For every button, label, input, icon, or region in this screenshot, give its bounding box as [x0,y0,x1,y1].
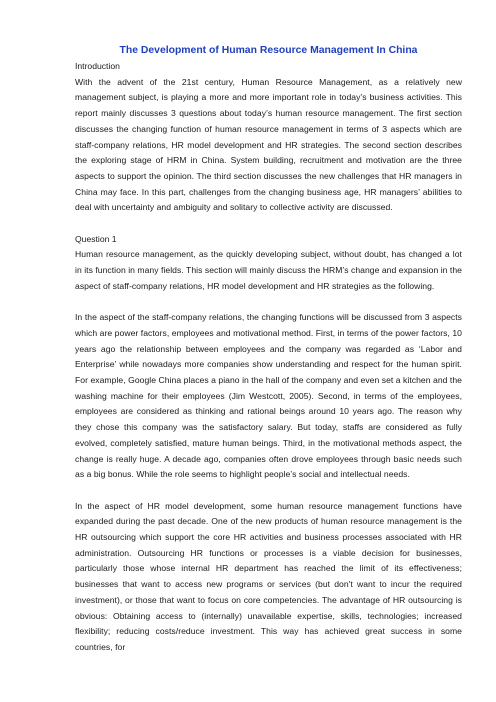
introduction-paragraph: With the advent of the 21st century, Human Resource Management, as a relatively new management subject, is playing a more and more important role in today’s business activities. This report mainly discusses 3 questions about today’s human resource management. The first section discusses the changing function of human resource management in terms of 3 aspects which are staff-company relations, HR model development and HR strategies. The second section describes the exploring stage of HRM in China. System building, recruitment and motivation are the three aspects to support the opinion. The third section discusses the new challenges that HR managers in China may face. In this part, challenges from the changing business age, HR managers’ abilities to deal with uncertainty and ambiguity and solitary to collective activity are discussed. [75,76,462,213]
paragraph-spacer [75,483,462,499]
paragraph-spacer [75,216,462,232]
question-1-heading: Question 1 [75,233,117,244]
introduction-heading: Introduction [75,61,120,71]
paragraph-spacer [75,295,462,311]
document-title: The Development of Human Resource Management In China [119,45,418,56]
question-1-paragraph-1: Human resource management, as the quickly developing subject, without doubt, has changed a lot in its function in many fields. This section will mainly discuss the HRM’s change and expansion in the aspect of staff-company relations, HR model development and HR strategies as the following. [75,249,462,291]
question-1-paragraph-2: In the aspect of the staff-company relations, the changing functions will be discussed from 3 aspects which are power factors, employees and motivational method. First, in terms of the power factors, 10 years ago the relationship between employees and the company was regarded as ‘Labor and Enterprise’ while nowadays more companies show understanding and respect for the human spirit. For example, Google China places a piano in the hall of the company and even set a kitchen and the washing machine for their employees (Jim Westcott, 2005). Second, in terms of the employees, employees are considered as thinking and rational beings around 10 years ago. The reason why they chose this company was the satisfactory salary. But today, staffs are considered as fully evolved, completely satisfied, mature human beings. Third, in the motivational methods aspect, the change is really huge. A decade ago, companies often drove employees through basic needs such as a big bonus. While the role seems to highlight people’s social and intellectual needs. [75,312,462,480]
question-1-paragraph-3: In the aspect of HR model development, some human resource management functions have expanded during the past decade. One of the new products of human resource management is the HR outsourcing which support the core HR activities and business processes associated with HR administration. Outsourcing HR functions or processes is a viable decision for businesses, particularly those whose internal HR department has reached the limit of its effectiveness; businesses that want to access new programs or services (but don't want to incur the required investment), or those that want to focus on core competencies. The advantage of HR outsourcing is obvious: Obtaining access to (internally) unavailable expertise, skills, technologies; increased flexibility; reducing costs/reduce investment. This way has achieved great success in some countries, for [75,500,462,652]
